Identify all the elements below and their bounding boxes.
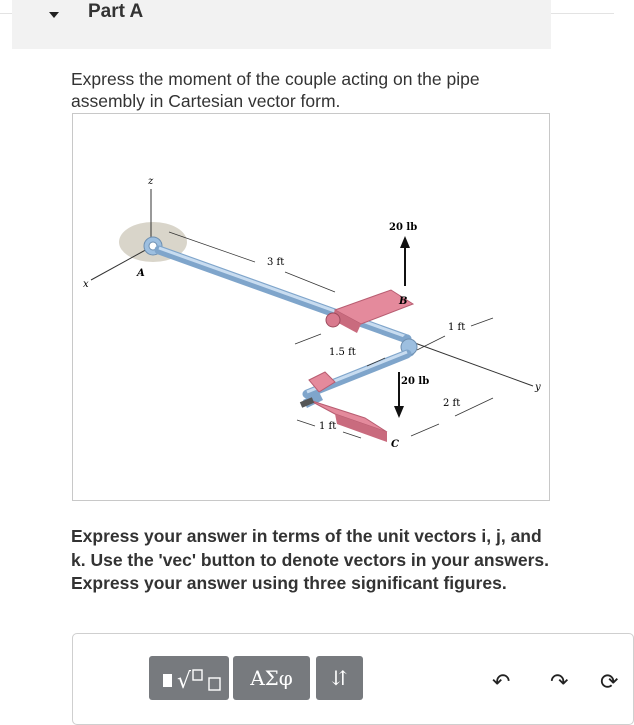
point-c-label: C <box>391 439 399 450</box>
y-axis-label: y <box>535 382 541 393</box>
templates-button[interactable] <box>149 656 229 700</box>
part-header[interactable] <box>12 0 551 49</box>
point-b-label: B <box>399 296 408 307</box>
force-top-label: 20 lb <box>389 222 418 233</box>
dim-2ft-label: 2 ft <box>443 398 461 409</box>
greek-symbols-button[interactable] <box>233 656 310 700</box>
arrows-button[interactable] <box>316 656 363 700</box>
force-bottom-label: 20 lb <box>401 376 430 387</box>
answer-instructions: Express your answer in terms of the unit vectors i, j, and k. Use the 'vec' button to denote vectors in your answers. Express your answer using three significant figures. <box>71 526 550 593</box>
svg-text:√: √ <box>177 669 192 694</box>
templates-icon <box>149 656 229 700</box>
refresh-icon[interactable]: ⟳ <box>600 670 619 695</box>
x-axis-label: x <box>83 279 89 290</box>
greek-symbols-label: ΑΣφ <box>250 666 293 690</box>
dim-1ft-upper-label: 1 ft <box>448 322 466 333</box>
dim-3ft-label: 3 ft <box>267 257 285 268</box>
question-text: Express the moment of the couple acting on the pipe assembly in Cartesian vector form. <box>71 69 480 111</box>
collapse-caret-icon[interactable] <box>49 12 59 18</box>
point-a-label: A <box>137 268 145 279</box>
dim-1ft-lower-label: 1 ft <box>319 421 337 432</box>
undo-icon[interactable]: ↶ <box>492 670 511 695</box>
dim-1-5ft-label: 1.5 ft <box>329 347 356 358</box>
arrows-label: ⇵ <box>331 666 348 690</box>
part-title: Part A <box>88 1 144 22</box>
z-axis-label: z <box>148 176 154 187</box>
redo-icon[interactable]: ↷ <box>550 670 569 695</box>
pipe-assembly-figure <box>72 113 550 501</box>
